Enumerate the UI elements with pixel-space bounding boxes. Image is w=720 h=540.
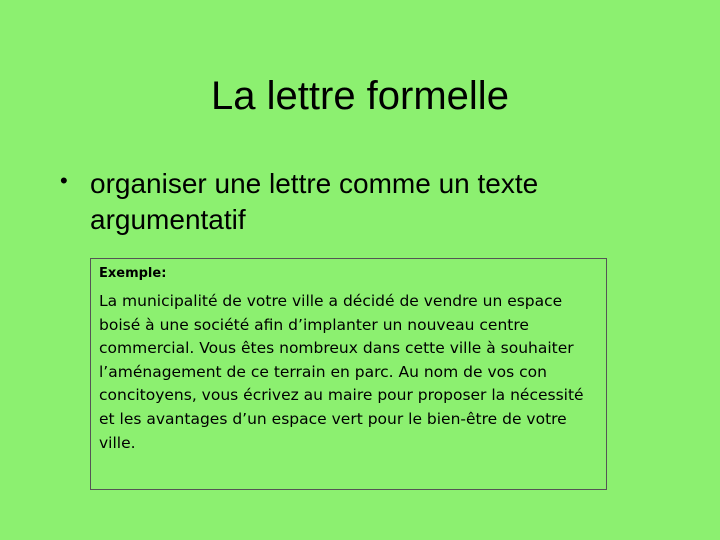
slide-title: La lettre formelle <box>211 74 509 118</box>
bullet-item <box>60 166 640 238</box>
example-box <box>90 258 607 490</box>
bullet-text: organiser une lettre comme un texte argumentatif <box>90 168 539 235</box>
example-label: Exemple: <box>99 266 167 281</box>
bullet-marker: • <box>60 168 68 193</box>
example-text: La municipalité de votre ville a décidé de vendre un espace boisé à une société afin d’implanter un nouveau centre commercial. Vous êtes nombreux dans cette ville à souhaiter l’aménagement de ce terrain en parc. Au nom de vos con concitoyens, vous écrivez au maire pour proposer la nécessité et les avantages d’un espace vert pour le bien-être de votre ville. <box>99 292 584 452</box>
